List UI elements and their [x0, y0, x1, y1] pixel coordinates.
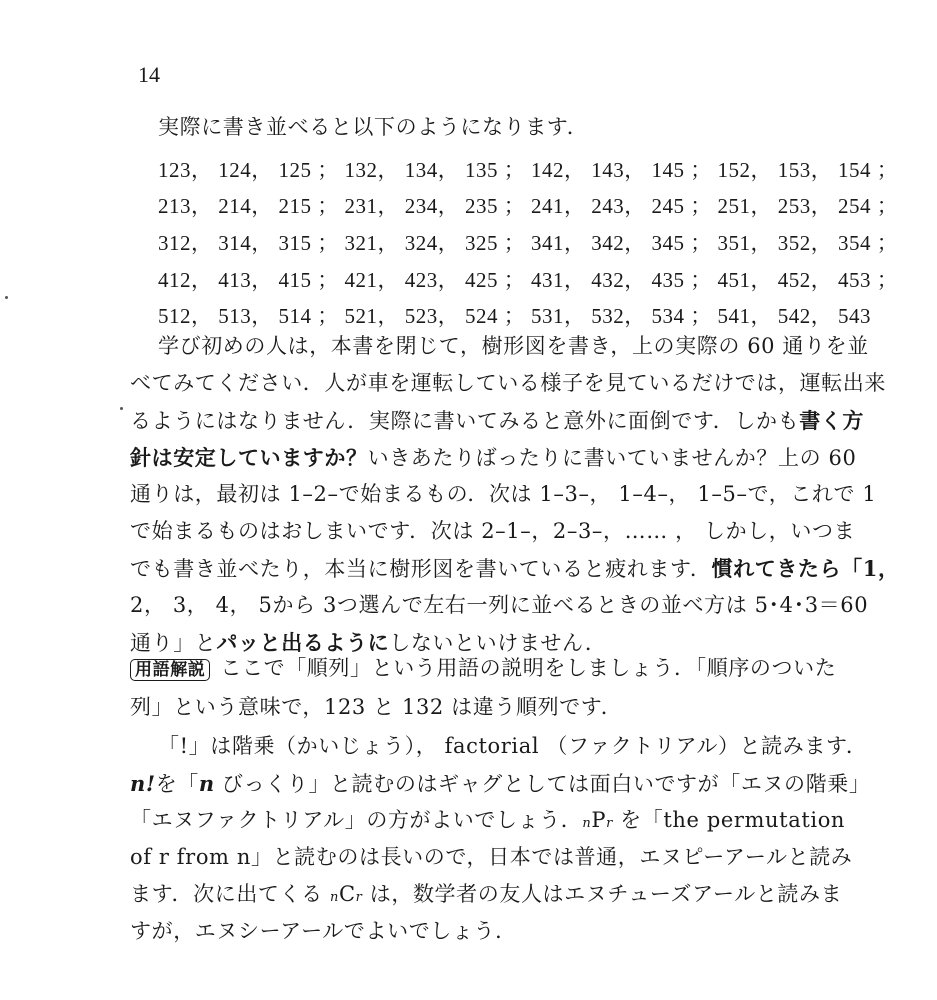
para3-line-4: of r from n」と読むのは長いので，日本では普通，エヌピーアールと読み — [130, 845, 853, 869]
para1-emphasis-2: 針は安定していますか？ — [130, 445, 368, 470]
para3-line-3 — [130, 810, 880, 831]
para1-line-7-text: でも書き並べたり，本当に樹形図を書いていると疲れます． — [130, 557, 712, 581]
ncr-sub-n: n — [330, 890, 339, 905]
para1-line-9 — [130, 632, 880, 654]
para1-emphasis-1: 書く方 — [799, 408, 864, 433]
page-number: 14 — [138, 62, 160, 87]
para1-line-2: べてみてください．人が車を運転している様子を見ているだけでは，運転出来 — [130, 371, 886, 395]
para2-line-2: 列」という意味で，123 と 132 は違う順列です． — [130, 695, 623, 719]
para1-emphasis-3: 慣れてきたら「1， — [711, 556, 900, 581]
para3-line-3-text-b: を「the permutation — [612, 808, 846, 832]
para3-line-6: すが，エヌシーアールでよいでしょう． — [130, 919, 517, 943]
npr-P: P — [591, 808, 607, 832]
para1-line-9-text-b: しないといけません． — [389, 631, 607, 655]
para1-line-1: 学び初めの人は，本書を閉じて，樹形図を書き，上の実際の 60 通りを並 — [158, 334, 869, 358]
scan-speck — [120, 407, 123, 410]
n-symbol: n — [198, 771, 215, 796]
permutation-row-4: 412， 413， 415 ； 421， 423， 425 ； 431， 432， 435 ； 451， 452， 453 ； — [158, 268, 899, 292]
para1-line-3-text: るようにはなりません．実際に書いてみると意外に面倒です．しかも — [130, 409, 800, 433]
para1-line-4 — [130, 447, 880, 469]
para2-line-1 — [130, 658, 880, 681]
para1-line-5: 通りは，最初は 1–2–で始まるもの．次は 1–3–， 1–4–， 1–5–で，これで 1 — [130, 482, 877, 506]
para3-line-2-text-a: を「 — [155, 772, 199, 796]
para3-line-3-text-a: 「エヌファクトリアル」の方がよいでしょう． — [130, 808, 583, 832]
para2-line-1-text: ここで「順列」という用語の説明をしましょう．「順序のついた — [220, 656, 837, 680]
ncr-C: C — [338, 882, 356, 906]
permutation-row-1: 123， 124， 125 ； 132， 134， 135 ； 142， 143， 145 ； 152， 153， 154 ； — [158, 158, 899, 182]
para1-line-6: で始まるものはおしまいです．次は 2–1–，2–3–，…… ， しかし，いつま — [130, 519, 856, 543]
para1-line-3 — [130, 410, 880, 432]
para3-line-5-text-a: ます．次に出てくる — [130, 882, 330, 906]
para3-line-2-text-b: びっくり」と読むのはギャグとしては面白いですが「エヌの階乗」 — [214, 772, 871, 796]
para3-line-2 — [130, 773, 880, 795]
n-factorial-symbol: n! — [130, 771, 156, 796]
permutation-row-5: 512， 513， 514 ； 521， 523， 524 ； 531， 532， 534 ； 541， 542， 543 — [158, 304, 871, 328]
term-explanation-label: 用語解説 — [130, 659, 210, 681]
para3-line-5-text-b: は，数学者の友人はエヌチューズアールと読みま — [362, 882, 843, 906]
para1-line-8: 2， 3， 4， 5から 3つ選んで左右一列に並べるときの並べ方は 5･4･3＝60 — [130, 593, 869, 617]
permutation-row-3: 312， 314， 315 ； 321， 324， 325 ； 341， 342， 345 ； 351， 352， 354 ； — [158, 231, 899, 255]
scan-speck — [5, 296, 8, 299]
ncr-sub-r: r — [355, 890, 363, 905]
para3-line-1: 「!」は階乗（かいじょう）， factorial （ファクトリアル）と読みます． — [158, 734, 868, 758]
para3-line-5 — [130, 884, 880, 905]
permutation-row-2: 213， 214， 215 ； 231， 234， 235 ； 241， 243， 245 ； 251， 253， 254 ； — [158, 194, 899, 218]
intro-line: 実際に書き並べると以下のようになります． — [158, 115, 589, 139]
para1-line-7 — [130, 556, 900, 581]
para1-emphasis-4: パッと出るように — [216, 630, 390, 655]
npr-sub-r: r — [606, 816, 613, 831]
para1-line-4-text: いきあたりばったりに書いていませんか？上の 60 — [367, 446, 857, 470]
npr-sub-n: n — [582, 816, 592, 831]
para1-line-9-text-a: 通り」と — [130, 631, 217, 655]
